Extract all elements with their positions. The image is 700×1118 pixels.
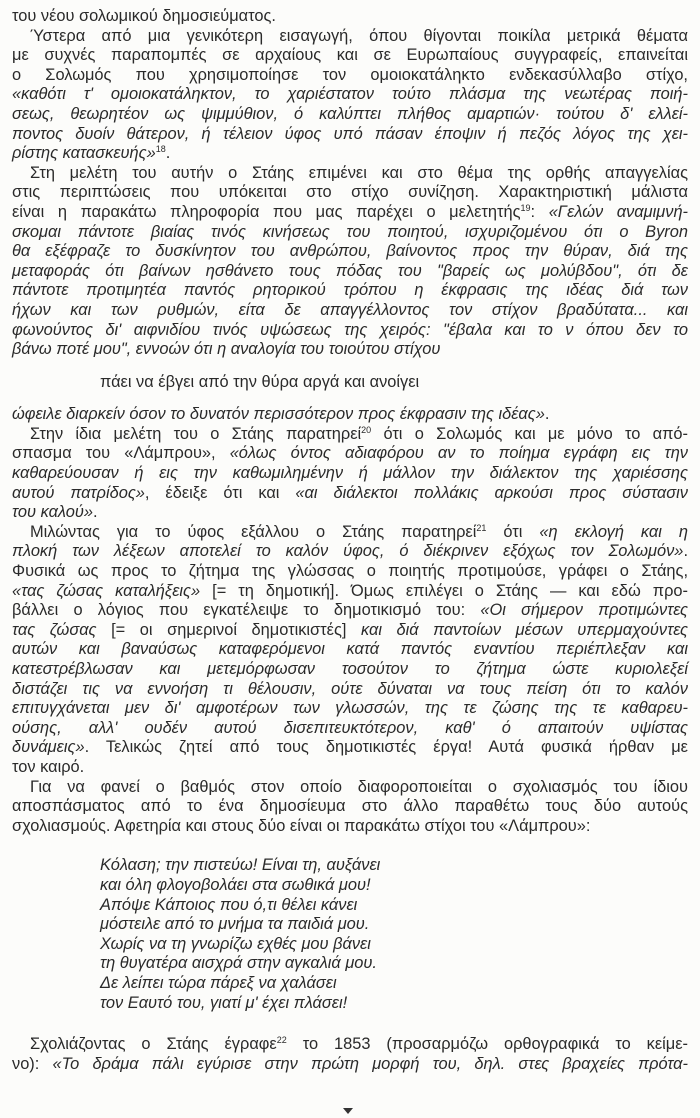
text-line: σπασμα του «Λάμπρου», «όλως όντος αδιαφόρου αν το ποίημα εγράφη εις την	[12, 444, 688, 463]
paragraph	[12, 523, 688, 778]
text-line: ούσης, αλλ' ουδέν αυτού δισεπιτευκτότερον, καθ' ό απαιτούν υψίστας	[12, 718, 688, 737]
quoted-verse: πάει να έβγει από την θύρα αργά και ανοίγει	[100, 372, 420, 391]
text-line: Για να φανεί ο βαθμός στον οποίο διαφοροποιείται ο σχολιασμός του ίδιου	[30, 777, 688, 796]
footnote-ref[interactable]: 19	[520, 202, 531, 213]
paragraph	[12, 7, 688, 27]
text-block-3	[12, 1035, 688, 1074]
text-line: σκομαι πάντοτε βιαίας τινός κινήσεως του ποιητού, ισχυριζομένου ότι ο Byron	[12, 222, 688, 241]
poem-line: τη θυγατέρα αισχρά στην αγκαλιά μου.	[100, 954, 377, 973]
text-line: ήχων και των ρυθμών, είτα δε απαγγέλλοντος τον στίχον βραδύτατα... και	[12, 300, 688, 319]
text-line: θα εξέφραζε το δυσκίνητον του ανθρώπου, βαίνοντος προς την θύραν, διά της	[12, 242, 688, 261]
text-line: καθαρεύουσαν ή εις την καθωμιλημένην ή μάλλον την διάλεκτον της χαριέσσης	[12, 464, 688, 483]
text-line: του καλού».	[12, 503, 98, 522]
text-line: φωνούντος δι' αιφνιδίου τινός υψώσεως της χειρός: "έβαλα και το ν όπου δεν το	[12, 320, 688, 339]
text-line: πλοκή των λέξεων αποτελεί το καλόν ύφος, ό διέκρινεν εξόχως τον Σολωμόν».	[12, 542, 688, 561]
text-line: τον καιρό.	[12, 757, 85, 776]
text-line: είναι η παρακάτω πληροφορία που μας παρέχει ο μελετητής$^{19}$: «Γελών αναμιμνή-	[12, 202, 689, 221]
text-line: του νέου σολωμικού δημοσιεύματος.	[12, 7, 276, 25]
text-line: βάνω ποτέ μου", εννοών ότι η αναλογία του τοιούτου στίχου	[12, 340, 441, 359]
text-line: νο): «Το δράμα πάλι εγύρισε στην πρώτη μορφή του, δηλ. στες βραχείες πρότα-	[12, 1054, 688, 1073]
text-line: αποσπάσματος από το ένα δημοσίευμα στο άλλο παραθέτω τους δύο αυτούς	[12, 797, 688, 816]
poem-line: τον Εαυτό του, γιατί μ' έχει πλάσει!	[100, 993, 348, 1012]
text-line: Στην ίδια μελέτη του ο Στάης παρατηρεί$^{20}$ ότι ο Σολωμός και με μόνο το από-	[30, 424, 688, 443]
text-line: Μιλώντας για το ύφος εξάλλου ο Στάης παρατηρεί$^{21}$ ότι «η εκλογή και η	[30, 522, 688, 541]
footnote-ref[interactable]: 18	[155, 144, 166, 155]
text-line: κατεστρέβλωσαν και μετεμόρφωσαν τοσούτον το ζήτημα ώστε κυριολεξεί	[12, 660, 688, 678]
paragraph	[12, 27, 688, 164]
paragraph	[12, 405, 688, 425]
text-line: με συχνές παραπομπές σε αρχαίους και σε Ευρωπαίους συγγραφείς, επαινείται	[12, 46, 688, 65]
text-line: σεως, θεωρητέον ως ψιμμύθιον, ό καλύπτει πλήθος αμαρτιών· τούτου δ' ελλεί-	[12, 104, 688, 123]
text-line: σχολιασμούς. Αφετηρία και στους δύο είναι οι παρακάτω στίχοι του «Λάμπρου»:	[12, 816, 591, 835]
poem-line: Χωρίς να τη γνωρίζω εχθές μου βάνει	[100, 934, 371, 953]
poem-line: Κόλαση; την πιστεύω! Είναι τη, αυξάνει	[100, 856, 381, 875]
text-line: στις περιπτώσεις που υπόκειται στο στίχο συνίζηση. Χαρακτηριστική μάλιστα	[12, 183, 688, 202]
text-line: ο Σολωμός που χρησιμοποίησε τον ομοιοκατάληκτο ενδεκασύλλαβο στίχο,	[12, 65, 688, 84]
paragraph	[12, 164, 688, 360]
text-line: ώφειλε διαρκείν όσον το δυνατόν περισσότερον προς έκφρασιν της ιδέας».	[12, 405, 550, 424]
down-triangle-icon	[343, 1108, 353, 1114]
text-line: διστάζει τις να εννοήση τι θέλουσιν, ούτε δύναται να τους πείση ότι το καλόν	[12, 679, 688, 698]
paragraph	[12, 1035, 688, 1074]
text-line: ποντος δυοίν θάτερον, ή τέλειον ύφος υπό πάσαν έποψιν ή πεζός λόγος της χει-	[12, 124, 688, 143]
footnote-ref[interactable]: 21	[476, 522, 487, 533]
footnote-ref[interactable]: 22	[276, 1035, 287, 1046]
text-block-2	[12, 405, 688, 836]
text-line: τας ζώσας [= οι σημερινοί δημοτικιστές] και διά παντοίων μέσων υπερμαχούντες	[12, 620, 688, 639]
text-line: αυτών και βαναύσως καταφερόμενοι κατά παντός εναντίου περιέπλεξαν και	[12, 640, 688, 659]
text-line: Φυσικά ως προς το ζήτημα της γλώσσας ο ποιητής προτιμούσε, γράφει ο Στάης,	[12, 562, 688, 581]
text-line: βάλλει ο λόγιος που εγκατέλειψε το δημοτικισμό του: «Οι σήμερον προτιμώντες	[12, 601, 688, 620]
paragraph	[12, 778, 688, 837]
text-line: Ύστερα από μια γενικότερη εισαγωγή, όπου θίγονται ποικίλα μετρικά θέματα	[30, 26, 688, 45]
text-line: «τας ζώσας καταλήξεις» [= τη δημοτική]. Όμως επιλέγει ο Στάης — και εδώ προ-	[12, 581, 688, 600]
poem-block	[12, 856, 688, 1013]
poem-line: Δε λείπει τώρα πάρεξ να χαλάσει	[100, 973, 337, 992]
text-line: Στη μελέτη του αυτήν ο Στάης επιμένει και στο θέμα της ορθής απαγγελίας	[30, 163, 688, 182]
poem-line: και όλη φλογοβολάει στα σωθικά μου!	[100, 875, 371, 894]
text-line: μεταφοράς ότι βαίνων ησθάνετο τους πόδας του "βαρείς ως μολύβδου", ότι δε	[12, 261, 688, 280]
text-line: δυνάμεις». Τελικώς ζητεί από τους δημοτικιστές έργα! Αυτά φυσικά ήρθαν με	[12, 738, 688, 757]
quoted-verse-block	[12, 373, 688, 393]
poem-line: Απόψε Κάποιος που ό,τι θέλει κάνει	[100, 895, 358, 914]
footnote-ref[interactable]: 20	[361, 424, 372, 435]
text-line: ρίστης κατασκευής»$^{18}$.	[12, 144, 171, 163]
document-page	[12, 7, 688, 1074]
text-line: πάντοτε προτιμητέα παντός ρητορικού τρόπου η έκφρασις της ιδέας διά των	[12, 281, 688, 300]
text-line: «καθότι τ' ομοιοκατάληκτον, το χαριέστατον τούτο πλάσμα της νεωτέρας ποιή-	[12, 85, 688, 104]
poem-line: μόστειλε από το μνήμα τα παιδιά μου.	[100, 915, 370, 934]
text-line: Σχολιάζοντας ο Στάης έγραφε$^{22}$ το 1853 (προσαρμόζω ορθογραφικά το κείμε-	[30, 1035, 688, 1054]
text-line: επιτυγχάνεται μεν δι' αμφοτέρων των γλωσσών, της τε ζώσης της τε καθαρευ-	[12, 699, 688, 718]
text-line: αυτού πατρίδος», έδειξε ότι και «αι διάλεκτοι πολλάκις αρκούσι προς σύστασιν	[12, 483, 688, 502]
text-block-1	[12, 7, 688, 360]
paragraph	[12, 425, 688, 523]
